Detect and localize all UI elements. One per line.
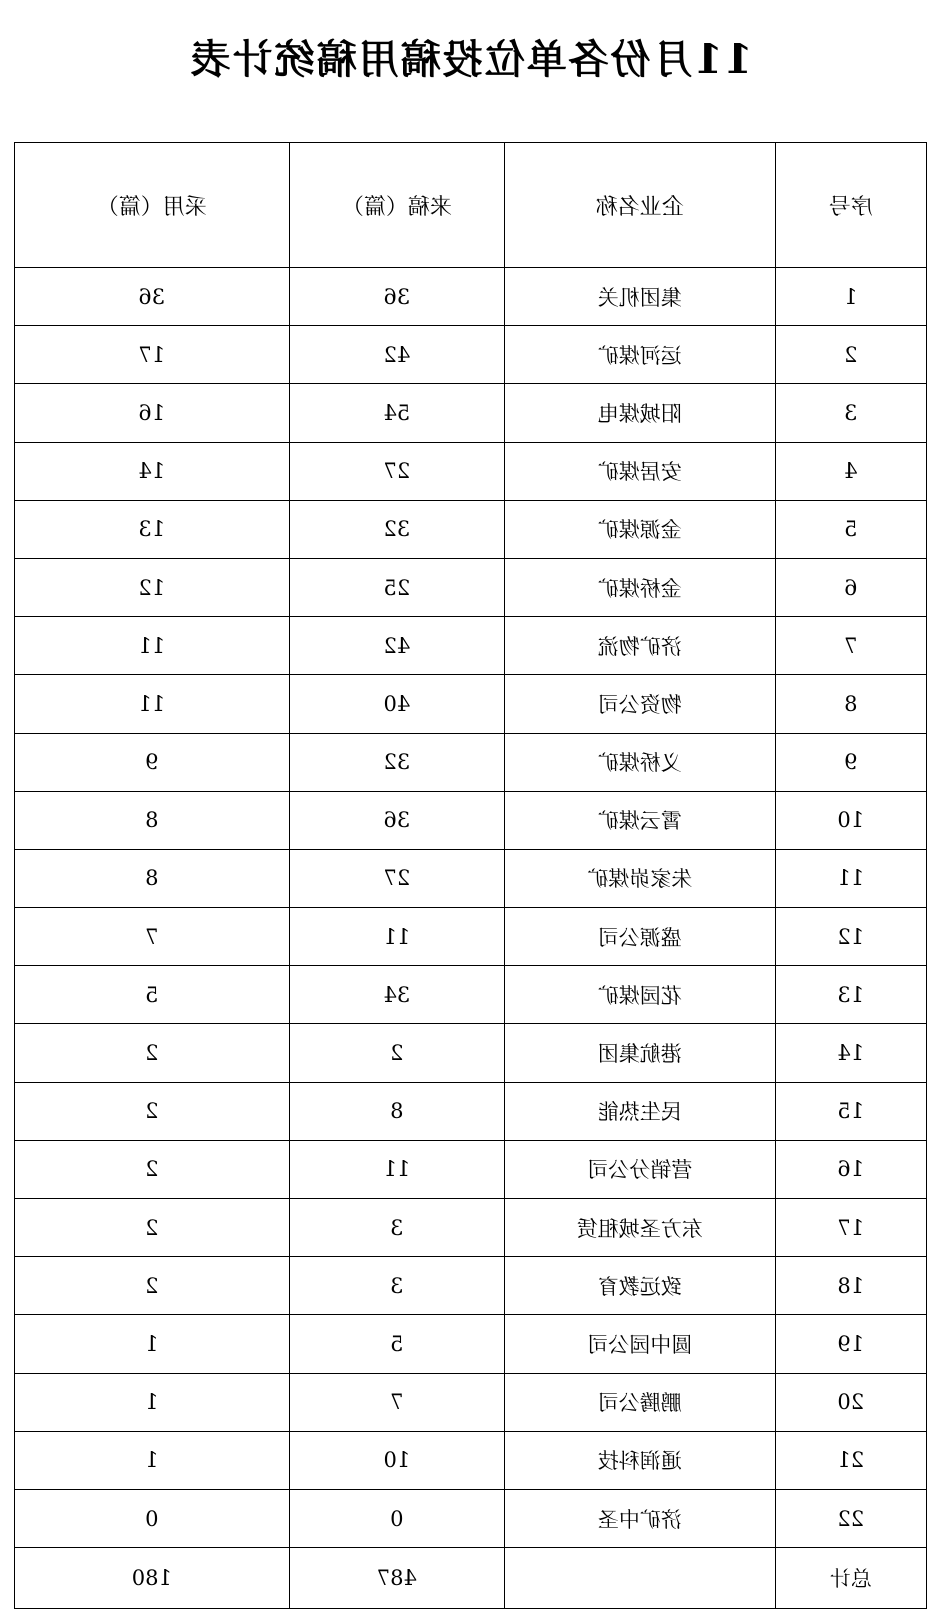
- cell-index: 21: [775, 1431, 926, 1489]
- cell-submitted: 10: [289, 1431, 505, 1489]
- cell-index: 9: [775, 733, 926, 791]
- cell-submitted: 11: [289, 1140, 505, 1198]
- cell-used: 14: [15, 442, 290, 500]
- cell-used: 11: [15, 675, 290, 733]
- table-row: [15, 1315, 927, 1373]
- table-row: [15, 384, 927, 442]
- cell-company: 通润科技: [505, 1431, 775, 1489]
- cell-used: 16: [15, 384, 290, 442]
- cell-company: 花园煤矿: [505, 966, 775, 1024]
- cell-used: 12: [15, 558, 290, 616]
- cell-used: 13: [15, 500, 290, 558]
- table-row: [15, 849, 927, 907]
- cell-index: 22: [775, 1489, 926, 1547]
- cell-total-used: 180: [15, 1548, 290, 1609]
- cell-company: 东方圣城租赁: [505, 1199, 775, 1257]
- cell-used: 1: [15, 1373, 290, 1431]
- page-title: 11月份各单位投稿用稿统计表: [188, 36, 753, 83]
- table-row: [15, 791, 927, 849]
- table-row: [15, 558, 927, 616]
- table-row: [15, 500, 927, 558]
- cell-submitted: 54: [289, 384, 505, 442]
- table-row: [15, 908, 927, 966]
- cell-index: 15: [775, 1082, 926, 1140]
- cell-company: 圆中园公司: [505, 1315, 775, 1373]
- table-row: [15, 1373, 927, 1431]
- cell-submitted: 25: [289, 558, 505, 616]
- cell-submitted: 42: [289, 326, 505, 384]
- table-header-row: [15, 143, 927, 268]
- cell-used: 36: [15, 268, 290, 326]
- cell-submitted: 27: [289, 442, 505, 500]
- column-header-index: 序号: [775, 143, 926, 268]
- cell-company: 济矿中圣: [505, 1489, 775, 1547]
- column-header-company: 企业名称: [505, 143, 775, 268]
- cell-used: 2: [15, 1140, 290, 1198]
- cell-used: 1: [15, 1315, 290, 1373]
- cell-index: 19: [775, 1315, 926, 1373]
- cell-company: 民生热能: [505, 1082, 775, 1140]
- cell-total-company: [505, 1548, 775, 1609]
- table-row: [15, 1431, 927, 1489]
- cell-submitted: 36: [289, 791, 505, 849]
- cell-used: 0: [15, 1489, 290, 1547]
- table-row: [15, 675, 927, 733]
- cell-submitted: 32: [289, 500, 505, 558]
- table-body: [15, 268, 927, 1609]
- cell-company: 霄云煤矿: [505, 791, 775, 849]
- cell-company: 盛源公司: [505, 908, 775, 966]
- cell-company: 营销分公司: [505, 1140, 775, 1198]
- column-header-submitted: 来稿（篇）: [289, 143, 505, 268]
- cell-index: 12: [775, 908, 926, 966]
- cell-used: 11: [15, 617, 290, 675]
- cell-company: 义桥煤矿: [505, 733, 775, 791]
- cell-submitted: 11: [289, 908, 505, 966]
- cell-company: 物资公司: [505, 675, 775, 733]
- cell-company: 鹏腾公司: [505, 1373, 775, 1431]
- cell-index: 13: [775, 966, 926, 1024]
- table-row: [15, 966, 927, 1024]
- cell-index: 2: [775, 326, 926, 384]
- cell-used: 1: [15, 1431, 290, 1489]
- cell-index: 17: [775, 1199, 926, 1257]
- cell-used: 2: [15, 1257, 290, 1315]
- cell-index: 3: [775, 384, 926, 442]
- table-row: [15, 733, 927, 791]
- cell-company: 运河煤矿: [505, 326, 775, 384]
- cell-index: 20: [775, 1373, 926, 1431]
- cell-company: 金源煤矿: [505, 500, 775, 558]
- cell-company: 朱家峁煤矿: [505, 849, 775, 907]
- table-row: [15, 326, 927, 384]
- table-row: [15, 442, 927, 500]
- cell-company: 港航集团: [505, 1024, 775, 1082]
- cell-used: 8: [15, 791, 290, 849]
- cell-company: 安居煤矿: [505, 442, 775, 500]
- table-row: [15, 617, 927, 675]
- table-row: [15, 1489, 927, 1547]
- cell-submitted: 36: [289, 268, 505, 326]
- cell-total-submitted: 487: [289, 1548, 505, 1609]
- cell-used: 7: [15, 908, 290, 966]
- cell-submitted: 2: [289, 1024, 505, 1082]
- cell-submitted: 42: [289, 617, 505, 675]
- table-row: [15, 1140, 927, 1198]
- cell-index: 10: [775, 791, 926, 849]
- table-row: [15, 1082, 927, 1140]
- cell-used: 8: [15, 849, 290, 907]
- cell-index: 5: [775, 500, 926, 558]
- table-total-row: [15, 1548, 927, 1609]
- cell-submitted: 40: [289, 675, 505, 733]
- cell-submitted: 0: [289, 1489, 505, 1547]
- cell-submitted: 5: [289, 1315, 505, 1373]
- cell-index: 7: [775, 617, 926, 675]
- cell-used: 2: [15, 1082, 290, 1140]
- cell-index: 11: [775, 849, 926, 907]
- cell-submitted: 8: [289, 1082, 505, 1140]
- cell-index: 8: [775, 675, 926, 733]
- cell-company: 济矿物流: [505, 617, 775, 675]
- cell-used: 9: [15, 733, 290, 791]
- cell-submitted: 7: [289, 1373, 505, 1431]
- cell-company: 集团机关: [505, 268, 775, 326]
- table-header: [15, 143, 927, 268]
- cell-submitted: 3: [289, 1257, 505, 1315]
- table-container: [0, 142, 941, 1609]
- table-row: [15, 1024, 927, 1082]
- column-header-used: 采用（篇）: [15, 143, 290, 268]
- cell-submitted: 34: [289, 966, 505, 1024]
- cell-company: 致远教育: [505, 1257, 775, 1315]
- cell-used: 17: [15, 326, 290, 384]
- cell-used: 2: [15, 1024, 290, 1082]
- cell-total-label: 总计: [775, 1548, 926, 1609]
- cell-index: 16: [775, 1140, 926, 1198]
- cell-index: 1: [775, 268, 926, 326]
- cell-index: 6: [775, 558, 926, 616]
- table-row: [15, 1199, 927, 1257]
- table-row: [15, 1257, 927, 1315]
- cell-submitted: 27: [289, 849, 505, 907]
- cell-index: 18: [775, 1257, 926, 1315]
- cell-company: 阳城煤电: [505, 384, 775, 442]
- cell-index: 14: [775, 1024, 926, 1082]
- submission-statistics-table: [14, 142, 927, 1609]
- cell-submitted: 3: [289, 1199, 505, 1257]
- cell-company: 金桥煤矿: [505, 558, 775, 616]
- cell-submitted: 32: [289, 733, 505, 791]
- cell-index: 4: [775, 442, 926, 500]
- cell-used: 2: [15, 1199, 290, 1257]
- cell-used: 5: [15, 966, 290, 1024]
- table-row: [15, 268, 927, 326]
